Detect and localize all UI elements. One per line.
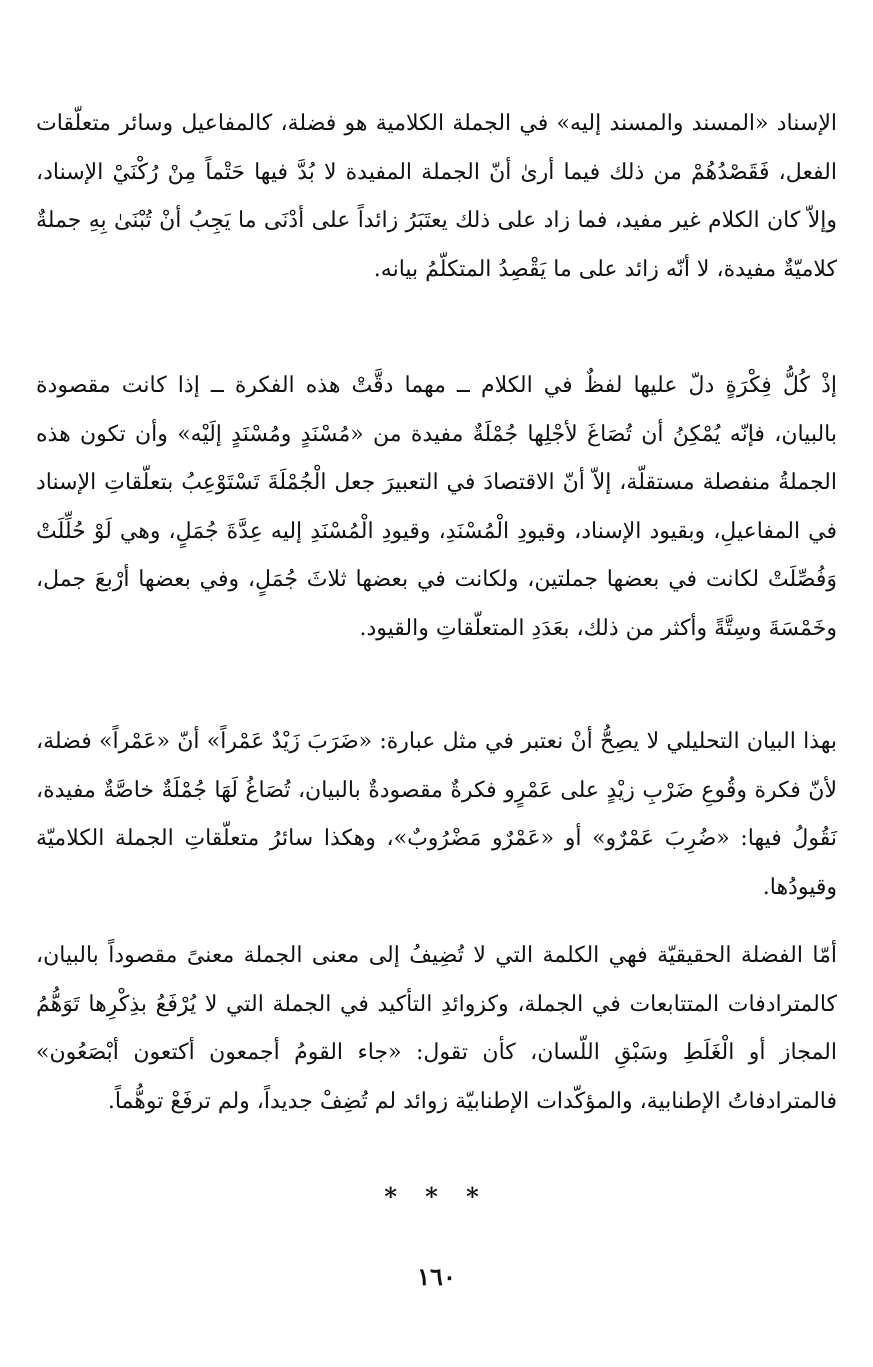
page-number: ١٦٠ [417,1262,456,1291]
paragraph-1: الإسناد «المسند والمسند إليه» في الجملة الكلامية هو فضلة، كالمفاعيل وسائر متعلّقات الفعل، فَقَصْدُهُمْ من ذلك فيما أرىٰ أنّ الجملة المفيدة لا بُدَّ فيها حَتْماً مِنْ رُكْنَيْ الإسناد، وإلاّ كان الكلام غير مفيد، فما زاد على ذلك يعتَبَرُ زائداً على أدْنَى ما يَجِبُ أنْ تُبْنَىٰ بِهِ جملةٌ كلاميّةٌ مفيدة، لا أنّه زائد على ما يَقْصِدُ المتكلّمُ بيانه. [36,111,837,282]
paragraph-4: أمّا الفضلة الحقيقيّة فهي الكلمة التي لا تُضِيفُ إلى معنى الجملة معنىً مقصوداً بالبيان، كالمترادفات المتتابعات في الجملة، وكزوائدِ التأكيد في الجملة التي لا يُرْفَعُ بذِكْرِها تَوَهُّمُ المجاز أو الْغَلَطِ وسَبْقِ اللّسان، كأن تقول: «جاء القومُ أجمعون أكتعون أبْصَعُون» فالمترادفاتُ الإطنابية، والمؤكّدات الإطنابيّة زوائد لم تُضِفْ جديداً، ولم ترفَعْ توهُّماً. [36,943,837,1114]
paragraph-3: بهذا البيان التحليلي لا يصِحُّ أنْ نعتبر في مثل عبارة: «ضَرَبَ زَيْدٌ عَمْراً» أنّ «عَمْراً» فضلة، لأنّ فكرة وقُوعِ ضَرْبِ زيْدٍ على عَمْرٍو فكرةٌ مقصودةٌ بالبيان، تُصَاغُ لَهَا جُمْلَةٌ خاصَّةٌ مفيدة، نَقُولُ فيها: «ضُرِبَ عَمْرٌو» أو «عَمْرٌو مَضْرُوبٌ»، وهكذا سائرُ متعلّقاتِ الجملة الكلاميّة وقيودُها. [36,729,837,900]
paragraph-2: إذْ كُلُّ فِكْرَةٍ دلّ عليها لفظٌ في الكلام ــ مهما دقَّتْ هذه الفكرة ــ إذا كانت مقصودة بالبيان، فإنّه يُمْكِنُ أن تُصَاغَ لأجْلِها جُمْلَةٌ مفيدة من «مُسْنَدٍ ومُسْنَدٍ إلَيْه» وأن تكون هذه الجملةُ منفصلة مستقلّة، إلاّ أنّ الاقتصادَ في التعبيرَ جعل الْجُمْلَةَ تَسْتَوْعِبُ بتعلّقاتِ الإسناد في المفاعيلِ، وبقيود الإسناد، وقيودِ الْمُسْنَدِ، وقيودِ الْمُسْنَدِ إليه عِدَّةَ جُمَلٍ، وهي لَوْ حُلِّلَتْ وَفُصِّلَتْ لكانت في بعضها جملتين، ولكانت في بعضها ثلاثَ جُمَلٍ، وفي بعضها أرْبعَ جمل، وخَمْسَةَ وسِتَّةً وأكثر من ذلك، بعَدَدِ المتعلّقاتِ والقيود. [36,373,837,641]
section-separator: * * * [384,1182,489,1211]
